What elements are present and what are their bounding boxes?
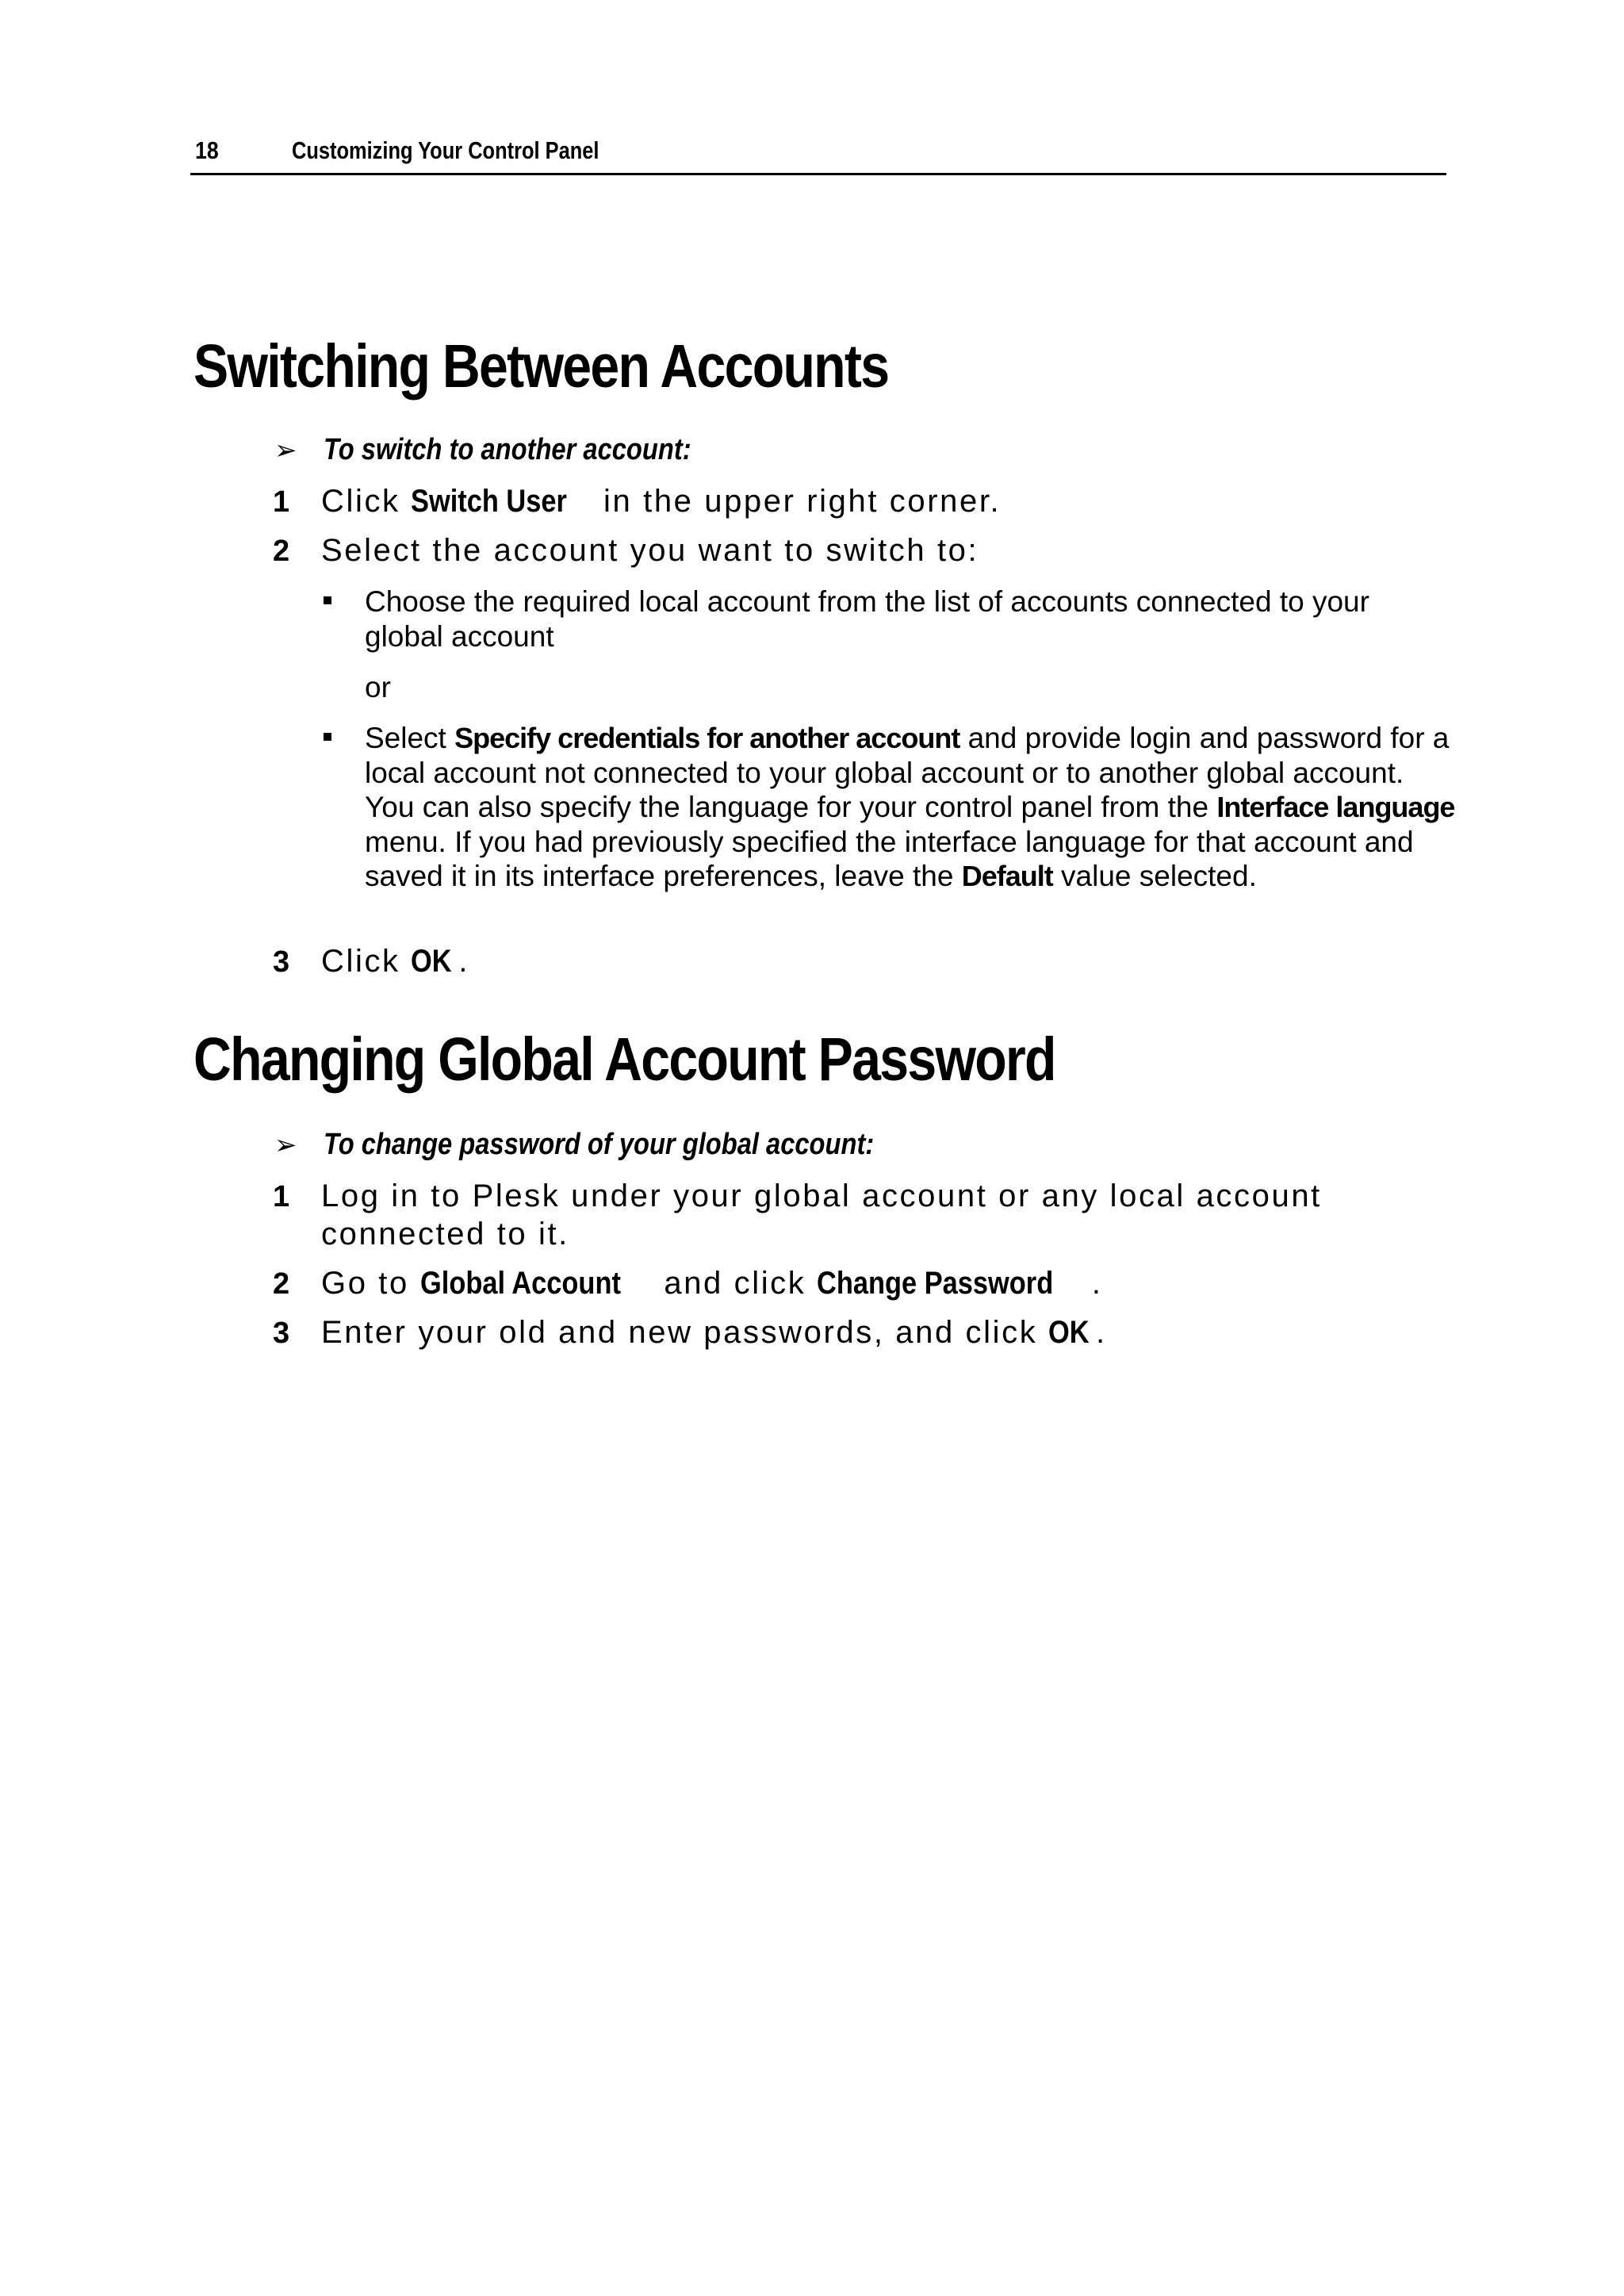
step-number: 3 [273, 1317, 290, 1350]
step-text [321, 1264, 1103, 1302]
step-text-part: . [1091, 1266, 1103, 1301]
bullet-text-part: menu. If you had previously specified the interface language for that account and saved it in its interface preferences, leave the [365, 825, 1414, 892]
bullet-text [365, 585, 1475, 654]
step-text-part: Click [321, 944, 412, 979]
bullet-line: Choose the required local account from the list of accounts connected to your [365, 585, 1369, 618]
bullet-square-icon [324, 733, 331, 741]
ui-term: Interface language [1216, 791, 1455, 823]
or-text: or [365, 671, 391, 703]
ui-term: Specify credentials for another account [454, 722, 960, 754]
step-line: connected to it. [321, 1217, 569, 1251]
step-text-part: Click [321, 484, 412, 519]
step-text-part: . [458, 944, 470, 979]
step-text [321, 1177, 1322, 1253]
bullet-square-icon [324, 596, 331, 604]
ui-term: OK [1048, 1315, 1090, 1350]
procedure-arrow-icon: ➢ [274, 435, 297, 466]
ui-term: Change Password [817, 1266, 1054, 1301]
step-number: 2 [273, 1267, 290, 1301]
step-text-part: and click [653, 1266, 818, 1301]
section-heading-switching-accounts: Switching Between Accounts [193, 332, 889, 401]
step-number: 3 [273, 945, 290, 979]
ui-term: OK [411, 944, 452, 979]
ui-term: Switch User [411, 484, 568, 519]
step-text [321, 1313, 1107, 1351]
procedure-arrow-icon: ➢ [274, 1130, 297, 1160]
procedure-title: To switch to another account: [324, 433, 691, 466]
step-text [321, 482, 1001, 520]
ui-term: Default [961, 860, 1053, 892]
page-number: 18 [195, 136, 219, 164]
step-line: Log in to Plesk under your global account or any local account [321, 1179, 1322, 1213]
step-number: 2 [273, 535, 290, 568]
step-number: 1 [273, 1180, 290, 1213]
chapter-title: Customizing Your Control Panel [292, 136, 599, 164]
bullet-line: global account [365, 619, 554, 653]
step-text: Select the account you want to switch to: [321, 533, 979, 568]
running-header [190, 133, 1446, 175]
bullet-text-part: and provide login and password for a local account not connected to your global account or to another global account. You can also specify the language for your control panel from the [365, 722, 1450, 823]
bullet-text-part: value selected. [1052, 860, 1257, 892]
step-text-part: . [1096, 1315, 1107, 1350]
step-number: 1 [273, 485, 290, 519]
bullet-text [365, 721, 1459, 894]
bullet-text-part: Select [365, 722, 455, 754]
procedure-title: To change password of your global account: [324, 1128, 875, 1161]
step-text-part: in the upper right corner. [592, 484, 1002, 519]
ui-term: Global Account [419, 1266, 621, 1301]
step-text-part: Go to [321, 1266, 420, 1301]
step-text [321, 942, 469, 980]
step-text-part: Enter your old and new passwords, and click [321, 1315, 1049, 1350]
section-heading-changing-password: Changing Global Account Password [193, 1025, 1055, 1094]
